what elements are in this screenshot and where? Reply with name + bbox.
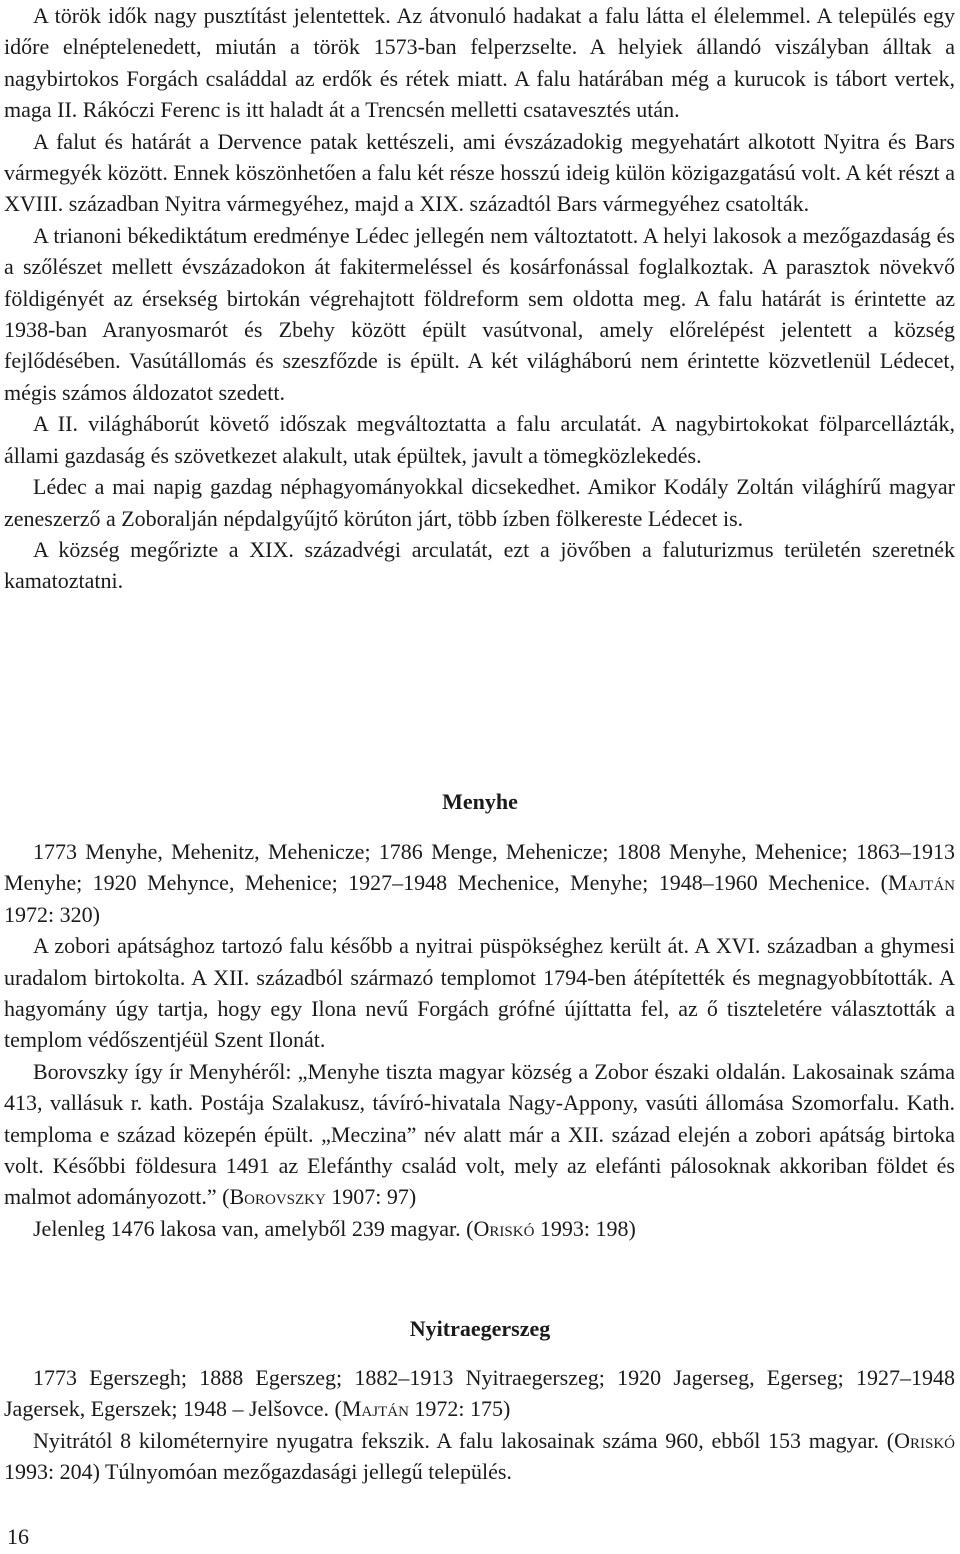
intro-paragraph-2: A falut és határát a Dervence patak kettészeli, ami évszázadokig megyehatárt alkotott Nyitra és Bars vármegyék között. Ennek köszönhetően a falu két része hosszú ideig külön közigazgatású volt. A két részt a XVIII. században Nyitra vármegyéhez, majd a XIX. századtól Bars vármegyéhez csatolták. [4, 128, 955, 217]
intro-section [4, 0, 955, 597]
citation-year: 1972: 320) [4, 901, 100, 927]
intro-paragraph-3: A trianoni békediktátum eredménye Lédec jellegén nem változtatott. A helyi lakosok a mezőgazdaság és a szőlészet mellett évszázadokon át fakitermeléssel és kosárfonással foglalkoztak. A parasztok növekvő földigényét az érsekség birtokán végrehajtott földreform sem oldotta meg. A falu határát is érintette az 1938-ban Aranyosmarót és Zbehy között épült vasútvonal, amely előrelépést jelentett a község fejlődésében. Vasútállomás és szeszfőzde is épült. A két világháború nem érintette közvetlenül Lédecet, mégis számos áldozatot szedett. [4, 222, 955, 405]
nyitraegerszeg-paragraph-2 [4, 1425, 955, 1488]
citation-author: Borovszky [229, 1184, 326, 1210]
menyhe-paragraph-4 [4, 1213, 955, 1244]
page-number: 16 [7, 1524, 29, 1549]
nyitraegerszeg-section [4, 1362, 955, 1488]
intro-paragraph-5: Lédec a mai napig gazdag néphagyományokkal dicsekedhet. Amikor Kodály Zoltán világhírű magyar zeneszerző a Zoboralján népdalgyűjtő körúton járt, több ízben fölkereste Lédecet is. [4, 474, 955, 531]
menyhe-names-text: 1773 Menyhe, Mehenitz, Mehenicze; 1786 Menge, Mehenicze; 1808 Menyhe, Mehenice; 1863–1913 Menyhe; 1920 Mehynce, Mehenice; 1927–1948 Mechenice, Menyhe; 1948–1960 Mechenice. ( [4, 839, 955, 896]
menyhe-paragraph-2: A zobori apátsághoz tartozó falu később a nyitrai püspökséghez került át. A XVI. században a ghymesi uradalom birtokolta. A XII. századból származó templomot 1794-ben átépítették és megnagyobbították. A hagyomány úgy tartja, hogy egy Ilona nevű Forgách grófné újíttatta fel, az ő tiszteletére választották a templom védőszentjéül Szent Ilonát. [4, 933, 955, 1053]
nyitraegerszeg-paragraph-1 [4, 1362, 955, 1425]
nyitraegerszeg-location-text: Nyitrától 8 kilométernyire nyugatra fekszik. A falu lakosainak száma 960, ebből 153 magyar. ( [33, 1427, 895, 1453]
menyhe-population-text: Jelenleg 1476 lakosa van, amelyből 239 magyar. ( [33, 1215, 474, 1241]
intro-paragraph-6: A község megőrizte a XIX. századvégi arculatát, ezt a jövőben a faluturizmus területén szeretnék kamatoztatni. [4, 536, 955, 594]
citation-author: Majtán [341, 1396, 409, 1422]
citation-author: Majtán [887, 870, 955, 896]
menyhe-paragraph-1 [4, 836, 955, 930]
citation-year: 1907: 97) [325, 1184, 417, 1210]
menyhe-paragraph-3 [4, 1056, 955, 1213]
citation-year: 1972: 175) [408, 1396, 511, 1422]
menyhe-quote-text: Borovszky így ír Menyhéről: „Menyhe tiszta magyar község a Zobor északi oldalán. Lakosainak száma 413, vallásuk r. kath. Postája Szalakusz, távíró-hivatala Nagy-Appony, vasúti állomása Szomorfalu. Kath. temploma e század közepén épült. „Meczina” név alatt már a XII. század elején a zobori apátság birtoka volt. Későbbi földesura 1491 az Elefánthy család volt, mely az elefánti pálosoknak akkoriban földet és malmot adományozott.” ( [4, 1058, 955, 1210]
section-heading-nyitraegerszeg: Nyitraegerszeg [409, 1316, 551, 1341]
section-heading-menyhe: Menyhe [442, 789, 518, 814]
intro-paragraph-1: A török idők nagy pusztítást jelentettek. Az átvonuló hadakat a falu látta el élelemmel. A település egy időre elnéptelenedett, miután a török 1573-ban felperzselte. A helyiek állandó viszályban álltak a nagybirtokos Forgách családdal az erdők és rétek miatt. A falu határában még a kurucok is tábort vertek, maga II. Rákóczi Ferenc is itt haladt át a Trencsén melletti csatavesztés után. [4, 3, 955, 123]
intro-paragraph-4: A II. világháborút követő időszak megváltoztatta a falu arculatát. A nagybirtokokat fölparcellázták, állami gazdaság és szövetkezet alakult, utak épültek, javult a tömegközlekedés. [4, 411, 955, 468]
citation-year: 1993: 198) [534, 1215, 636, 1241]
citation-year: 1993: 204) Túlnyomóan mezőgazdasági jellegű település. [4, 1459, 512, 1485]
citation-author: Oriskó [894, 1427, 955, 1453]
citation-author: Oriskó [473, 1215, 535, 1241]
menyhe-section [4, 836, 955, 1244]
nyitraegerszeg-names-text: 1773 Egerszegh; 1888 Egerszeg; 1882–1913 Nyitraegerszeg; 1920 Jagerseg, Egerseg; 1927–1948 Jagersek, Egerszek; 1948 – Jelšovce. ( [4, 1365, 955, 1422]
